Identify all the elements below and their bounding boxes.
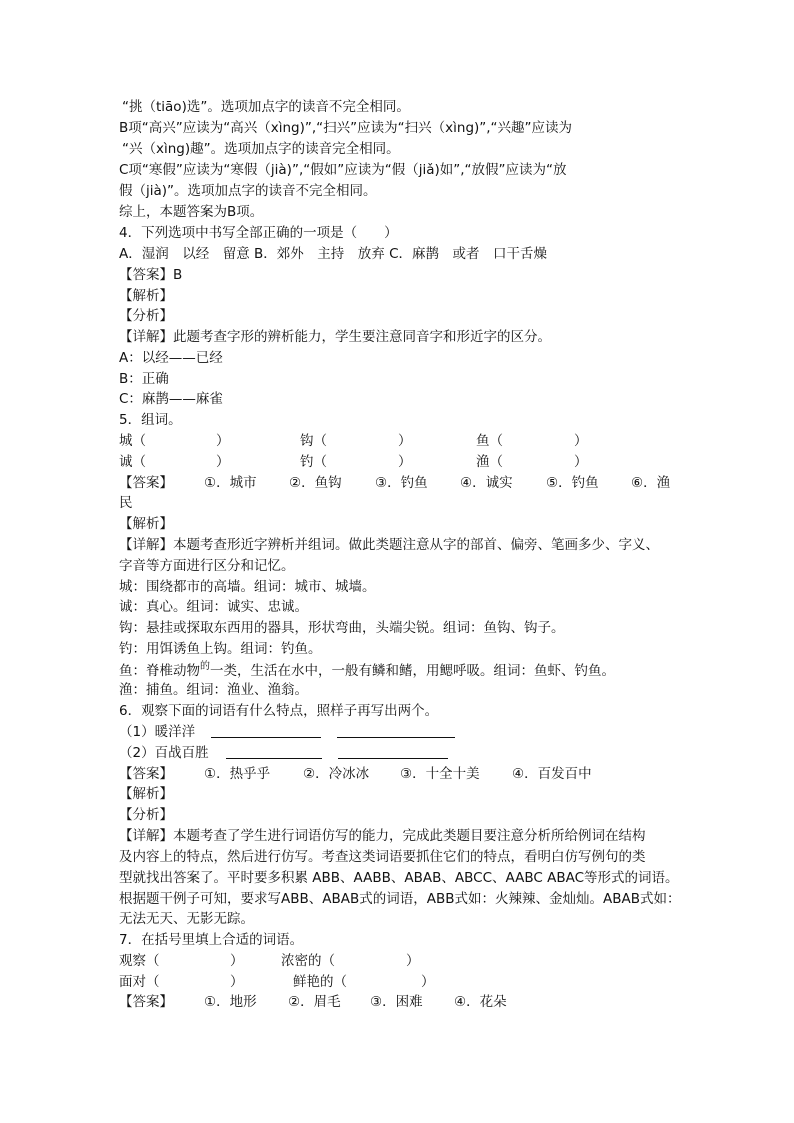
text-line: 根据题干例子可知，要求写ABB、ABAB式的词语，ABB式如：火辣辣、金灿灿。ABAB式如： xyxy=(119,891,681,907)
text-line: 【详解】此题考查字形的辨析能力，学生要注意同音字和形近字的区分。 xyxy=(119,329,551,345)
question-5-stem: 5．组词。 xyxy=(119,412,182,428)
text-line: 综上，本题答案为B项。 xyxy=(119,204,264,220)
text-line: 诚：真心。组词：诚实、忠诚。 xyxy=(119,599,308,615)
answer-row: 【答案】 ①．城市 ②．鱼钩 ③．钓鱼 ④．诚实 ⑤．钓鱼 ⑥．渔 xyxy=(119,475,671,491)
text-line: 【详解】本题考查形近字辨析并组词。做此类题注意从字的部首、偏旁、笔画多少、字义、 xyxy=(119,537,659,553)
text-line: 钓：用饵诱鱼上钩。组词：钓鱼。 xyxy=(119,641,322,657)
zuci-row: 城（ ） 钩（ ） 鱼（ ） xyxy=(119,433,588,449)
analysis-label: 【解析】 xyxy=(119,516,173,532)
text-line: A：以经——已经 xyxy=(119,350,223,366)
text-line: 民 xyxy=(119,495,133,511)
question-4-options: A．湿润 以经 留意 B．郊外 主持 放弃 C．麻鹊 或者 口干舌燥 xyxy=(119,246,548,262)
text-line: 假（jià)”。选项加点字的读音不完全相同。 xyxy=(119,183,377,199)
text-line: 型就找出答案了。平时要多积累 ABB、AABB、ABAB、ABCC、AABC ABAC等形式的词语。 xyxy=(119,870,679,886)
text-line: B项“高兴”应读为“高兴（xìng)”,“扫兴”应读为“扫兴（xìng)”,“兴趣”应读为 xyxy=(119,120,573,136)
answer-label: 【答案】B xyxy=(119,267,183,283)
text-line: 及内容上的特点，然后进行仿写。考查这类词语要抓住它们的特点，看明白仿写例句的类 xyxy=(119,849,646,865)
question-7-stem: 7．在括号里填上合适的词语。 xyxy=(119,932,304,948)
text-line: B：正确 xyxy=(119,371,169,387)
text-line: 无法无天、无影无踪。 xyxy=(119,911,254,927)
fill-row: 观察（ ） 浓密的（ ） xyxy=(119,953,420,969)
zuci-row: 诚（ ） 钓（ ） 渔（ ） xyxy=(119,454,588,470)
text-line: 渔：捕鱼。组词：渔业、渔翁。 xyxy=(119,682,308,698)
question-4-stem: 4．下列选项中书写全部正确的一项是（ ） xyxy=(119,225,398,241)
example-word: （2）百战百胜 xyxy=(119,745,209,761)
text-line: 鱼：脊椎动物$^的$一类，生活在水中，一般有鳞和鳍，用鳃呼吸。组词：鱼虾、钓鱼。 xyxy=(119,661,615,679)
answer-row: 【答案】 ①．地形 ②．眉毛 ③．困难 ④．花朵 xyxy=(119,994,507,1010)
answer-blank[interactable] xyxy=(338,758,448,759)
text-line: “兴（xìng)趣”。选项加点字的读音完全相同。 xyxy=(122,141,400,157)
fill-row: 面对（ ） 鲜艳的（ ） xyxy=(119,974,435,990)
text-line: 字音等方面进行区分和记忆。 xyxy=(119,558,295,574)
analysis-label: 【解析】 xyxy=(119,288,173,304)
answer-blank[interactable] xyxy=(211,737,321,738)
question-6-stem: 6．观察下面的词语有什么特点，照样子再写出两个。 xyxy=(119,703,439,719)
answer-row: 【答案】 ①．热乎乎 ②．冷冰冰 ③．十全十美 ④．百发百中 xyxy=(119,766,592,782)
example-word: （1）暖洋洋 xyxy=(119,724,196,740)
answer-blank[interactable] xyxy=(337,737,455,738)
text-line: C项“寒假”应读为“寒假（jià)”,“假如”应读为“假（jiǎ)如”,“放假”应读为“放 xyxy=(119,162,567,178)
analysis-label: 【解析】 xyxy=(119,786,173,802)
text-line: 城：围绕都市的高墙。组词：城市、城墙。 xyxy=(119,579,376,595)
analysis-label: 【分析】 xyxy=(119,807,173,823)
text-line: C：麻鹊——麻雀 xyxy=(119,391,223,407)
text-line: 钩：悬挂或探取东西用的器具，形状弯曲，头端尖锐。组词：鱼钩、钩子。 xyxy=(119,620,565,636)
answer-blank[interactable] xyxy=(226,758,322,759)
text-line: “挑（tiāo)选”。选项加点字的读音不完全相同。 xyxy=(122,99,410,115)
text-line: 【详解】本题考查了学生进行词语仿写的能力，完成此类题目要注意分析所给例词在结构 xyxy=(119,828,646,844)
analysis-label: 【分析】 xyxy=(119,308,173,324)
